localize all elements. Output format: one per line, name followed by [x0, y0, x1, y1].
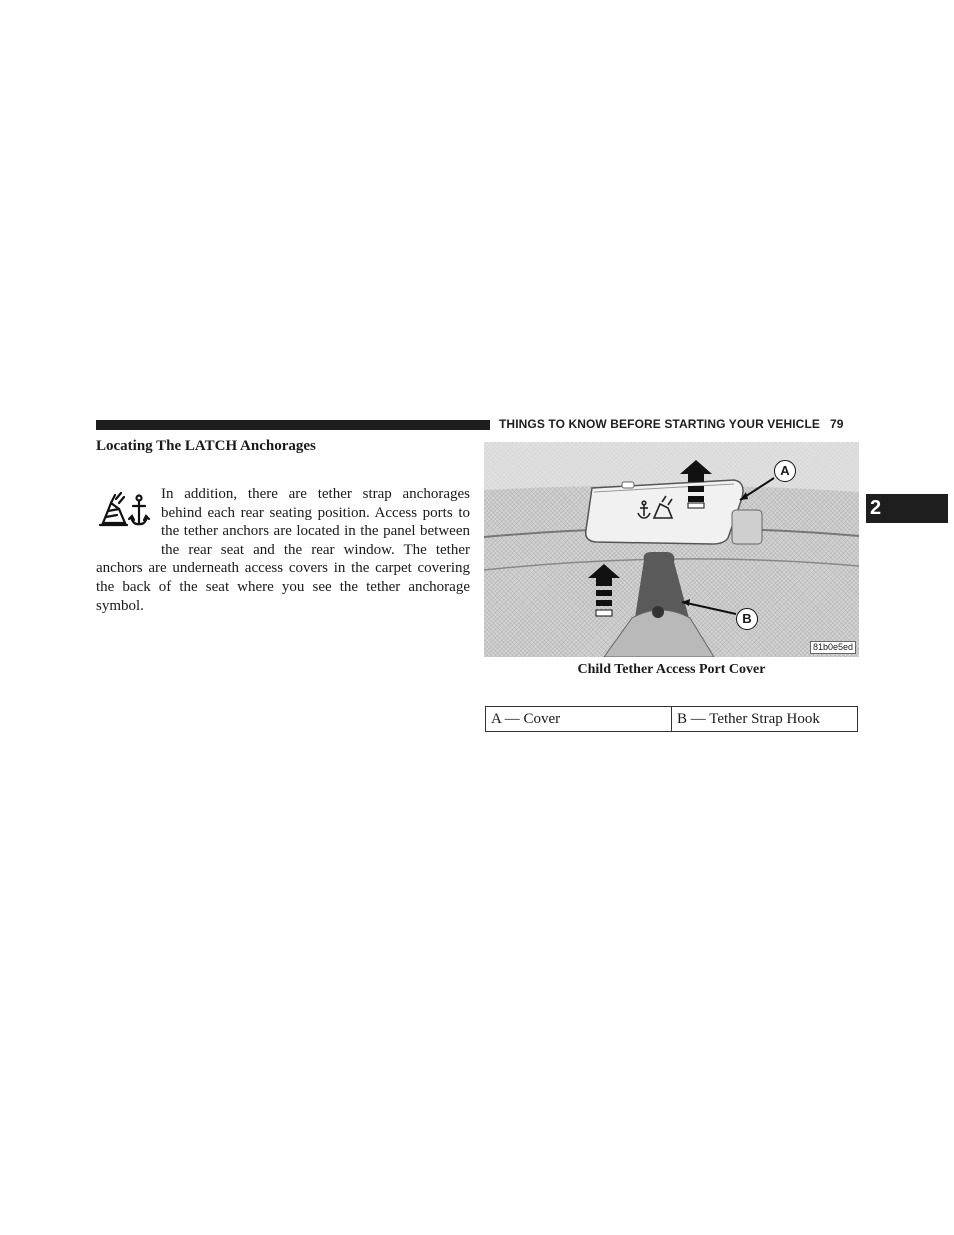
body-paragraph [96, 485, 470, 615]
running-head [499, 417, 859, 431]
callout-b: B [736, 608, 758, 630]
legend-table [485, 706, 858, 732]
paragraph-text: In addition, there are tether strap anchorages behind each rear seating position. Access ports to the tether anchors are located in the panel between the rear seat and the rear window. The tether anchors are underneath access covers in the carpet covering the back of the seat where you see the tether anchorage symbol. [96, 486, 470, 614]
table-row [486, 707, 858, 732]
header-rule [96, 420, 490, 430]
legend-cell-b: B — Tether Strap Hook [672, 707, 858, 732]
legend-cell-a: A — Cover [486, 707, 672, 732]
figure-caption: Child Tether Access Port Cover [577, 662, 766, 677]
page-number: 79 [829, 417, 844, 431]
chapter-tab[interactable]: 2 [866, 494, 948, 523]
running-title: THINGS TO KNOW BEFORE STARTING YOUR VEHICLE [499, 417, 820, 431]
callout-a: A [774, 460, 796, 482]
image-code: 81b0e5ed [810, 641, 856, 654]
photo-illustration [484, 442, 859, 657]
tether-port-photo [484, 442, 859, 657]
section-title: Locating The LATCH Anchorages [96, 438, 316, 454]
